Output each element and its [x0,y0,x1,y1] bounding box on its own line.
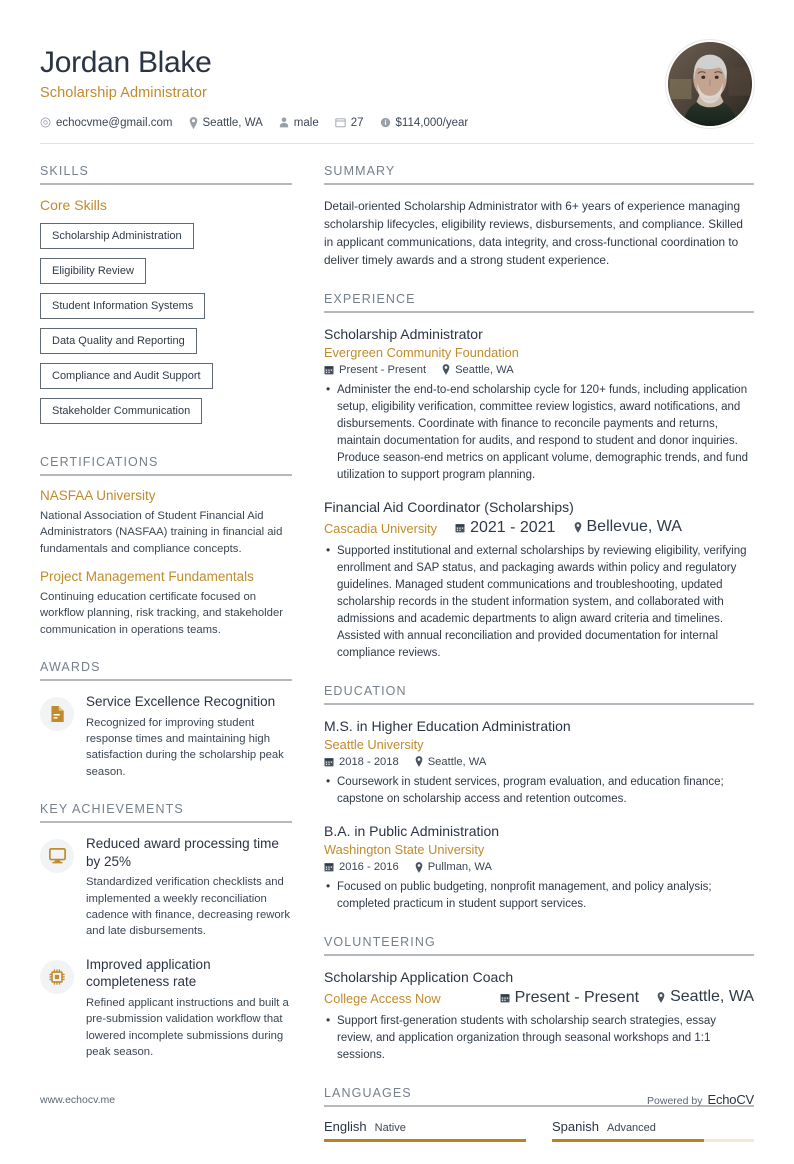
language-name: English [324,1118,367,1134]
bullet-item: • Supported institutional and external scholarships by reviewing eligibility, verifying enrollment and SAP status, and packaging awards within policy and regulatory guidelines. Managed student communications and troubleshooting, updated scholarship records in the student information system, and collaborated with admissions and academic departments to align award criteria and timelines. Assisted with annual reconciliation and provided documentation for internal compliance reviews. [324,543,754,662]
calendar-icon [324,757,334,767]
language-label [324,1119,526,1134]
education-location [415,756,487,768]
experience-organization: Evergreen Community Foundation [324,344,519,360]
certification-description: Continuing education certificate focused on workflow planning, risk tracking, and stakeholder communication in operations teams. [40,590,284,636]
achievement-body [86,956,292,1061]
certification-item [40,569,292,638]
contact-age [335,117,364,129]
powered-by-label: Powered by [647,1095,703,1107]
education-dates [324,861,399,873]
calendar-icon [500,993,510,1003]
contact-location-text: Seattle, WA [202,116,263,129]
section-title-skills: SKILLS [40,164,292,185]
section-certifications [40,455,292,638]
calendar-icon [455,523,465,533]
main-column [324,164,754,1164]
experience-bullets [324,543,754,662]
experience-title: Financial Aid Coordinator (Scholarships) [324,498,574,515]
achievement-badge [40,960,74,994]
language-item [552,1119,754,1142]
person-icon [279,117,289,128]
footer-website: www.echocv.me [40,1093,116,1106]
calendar-icon [324,365,334,375]
skill-chip: Data Quality and Reporting [40,328,197,354]
language-item [324,1119,526,1142]
resume-footer [40,1092,754,1107]
language-level: Advanced [606,1121,656,1134]
education-location-text: Pullman, WA [427,861,492,874]
award-item [40,693,292,780]
experience-dates [455,519,555,537]
footer-brand [647,1092,754,1107]
achievement-title: Reduced award processing time by 25% [86,836,279,869]
bullet-item: • Support first-generation students with scholarship search strategies, essay review, and application organization through seasonal workshops and 1:1 sessions. [324,1013,754,1064]
language-label [552,1119,754,1134]
location-pin-icon [415,862,423,873]
education-location-text: Seattle, WA [427,755,487,768]
contact-age-text: 27 [350,116,364,129]
language-progress-fill [324,1139,526,1142]
avatar-portrait-icon [668,42,752,126]
certification-title: NASFAA University [40,488,156,504]
volunteering-entry [324,968,754,1064]
section-title-languages: LANGUAGES [324,1086,754,1107]
achievement-item [40,835,292,940]
section-awards [40,660,292,780]
section-title-awards: AWARDS [40,660,292,681]
section-title-volunteering: VOLUNTEERING [324,935,754,956]
page-title: Jordan Blake [40,46,212,79]
sidebar-column [40,164,292,1164]
achievement-title: Improved application completeness rate [86,956,211,990]
contact-salary [380,117,469,129]
experience-location [442,364,514,376]
job-title: Scholarship Administrator [40,84,207,101]
summary-text: Detail-oriented Scholarship Administrator with 6+ years of experience managing scholarship lifecycles, eligibility reviews, disbursements, and compliance. Skilled in applicant communications, data integrity, and cross-functional coordination to deliver timely awards and a strong student experience. [324,198,743,268]
bullet-item: • Coursework in student services, program evaluation, and education finance; capstone on scholarship access and retention outcomes. [324,774,754,808]
experience-entry [324,325,754,484]
section-key-achievements [40,802,292,1060]
education-dates-text: 2016 - 2016 [339,861,399,874]
section-volunteering [324,935,754,1064]
experience-location [574,518,682,536]
experience-dates-text: Present - Present [339,363,427,376]
experience-entry [324,498,754,662]
contact-row [40,117,484,129]
education-entry [324,822,754,913]
location-pin-icon [657,992,665,1003]
location-pin-icon [442,364,450,375]
education-institution: Washington State University [324,842,485,858]
experience-bullets [324,382,754,484]
certification-title: Project Management Fundamentals [40,569,254,585]
resume-body [40,164,754,1164]
achievement-description: Standardized verification checklists and implemented a weekly reconciliation cadence with finance, decreasing rework and late disbursements. [86,876,291,938]
location-pin-icon [189,117,198,129]
header-identity [40,40,484,129]
education-location [415,861,492,873]
language-name: Spanish [552,1118,599,1134]
section-title-certifications: CERTIFICATIONS [40,455,292,476]
experience-dates-text: 2021 - 2021 [470,518,556,536]
resume-header [40,40,754,144]
award-badge [40,697,74,731]
award-body [86,693,292,780]
section-skills [40,164,292,434]
experience-org-meta-row [324,518,754,537]
volunteering-org-meta-row [324,988,754,1007]
section-title-summary: SUMMARY [324,164,754,185]
bullet-item: • Focused on public budgeting, nonprofit management, and policy analysis; completed practicum in student support services. [324,879,754,913]
bullet-item: • Administer the end-to-end scholarship cycle for 120+ funds, including application setup, eligibility verification, committee review logistics, award notifications, and disbursements. Coordinate with finance to reconcile payments and returns, maintain documentation for audits, and respond to student and donor inquiries. Produce season-end metrics on applicant volume, demographic trends, and fund utilization to support program planning. [324,382,754,484]
volunteering-organization: College Access Now [324,990,441,1006]
achievement-badge [40,839,74,873]
salary-info-icon [380,117,391,128]
contact-email-text: echocvme@gmail.com [56,116,173,129]
achievement-body [86,835,292,940]
award-title: Service Excellence Recognition [86,694,276,710]
education-bullets [324,774,754,808]
contact-salary-text: $114,000/year [395,116,469,129]
education-entry [324,717,754,808]
language-progress-fill [552,1139,704,1142]
skill-chip: Stakeholder Communication [40,398,202,424]
document-icon [50,706,65,722]
brand-name: EchoCV [707,1092,754,1107]
language-progress-bar [552,1139,754,1142]
language-level: Native [374,1121,406,1134]
skill-chip: Compliance and Audit Support [40,363,213,389]
education-dates [324,756,399,768]
section-title-education: EDUCATION [324,684,754,705]
location-pin-icon [415,756,423,767]
volunteering-location-text: Seattle, WA [670,988,754,1006]
achievement-item [40,956,292,1061]
skills-list [40,223,292,434]
volunteering-role: Scholarship Application Coach [324,969,514,986]
experience-dates [324,364,426,376]
certification-item [40,488,292,557]
contact-email [40,117,173,129]
education-meta [324,861,754,873]
contact-gender [279,117,319,129]
contact-location [189,117,263,129]
achievement-description: Refined applicant instructions and built a pre-submission validation workflow that lowered incomplete submissions during peak season. [86,996,289,1058]
avatar [666,40,754,128]
experience-organization: Cascadia University [324,520,438,536]
monitor-icon [49,848,66,864]
languages-list [324,1119,754,1142]
skill-chip: Scholarship Administration [40,223,194,249]
skills-subheading: Core Skills [40,196,107,213]
section-title-experience: EXPERIENCE [324,292,754,313]
certification-description: National Association of Student Financial Aid Administrators (NASFAA) training in financial aid fundamentals and compliance concepts. [40,509,283,555]
contact-gender-text: male [293,116,319,129]
education-bullets [324,879,754,913]
volunteering-bullets [324,1013,754,1064]
experience-location-text: Seattle, WA [455,363,514,376]
skill-chip: Eligibility Review [40,258,146,284]
skill-chip: Student Information Systems [40,293,205,319]
education-dates-text: 2018 - 2018 [339,755,399,768]
section-experience [324,292,754,662]
calendar-icon [324,862,334,872]
experience-meta [324,364,754,376]
volunteering-location [657,988,754,1006]
language-progress-bar [324,1139,526,1142]
email-icon [40,117,51,128]
location-pin-icon [574,522,582,533]
experience-title: Scholarship Administrator [324,325,483,342]
calendar-icon [335,117,346,128]
education-institution: Seattle University [324,736,424,752]
volunteering-dates-text: Present - Present [514,988,640,1006]
education-degree: M.S. in Higher Education Administration [324,717,571,734]
experience-location-text: Bellevue, WA [586,518,682,536]
section-title-key-achievements: KEY ACHIEVEMENTS [40,802,292,823]
education-meta [324,756,754,768]
chip-icon [49,969,65,985]
education-degree: B.A. in Public Administration [324,822,500,839]
award-description: Recognized for improving student response times and maintaining high satisfaction during the scholarship peak season. [86,716,284,778]
section-summary [324,164,754,270]
volunteering-dates [500,989,640,1007]
section-education [324,684,754,913]
